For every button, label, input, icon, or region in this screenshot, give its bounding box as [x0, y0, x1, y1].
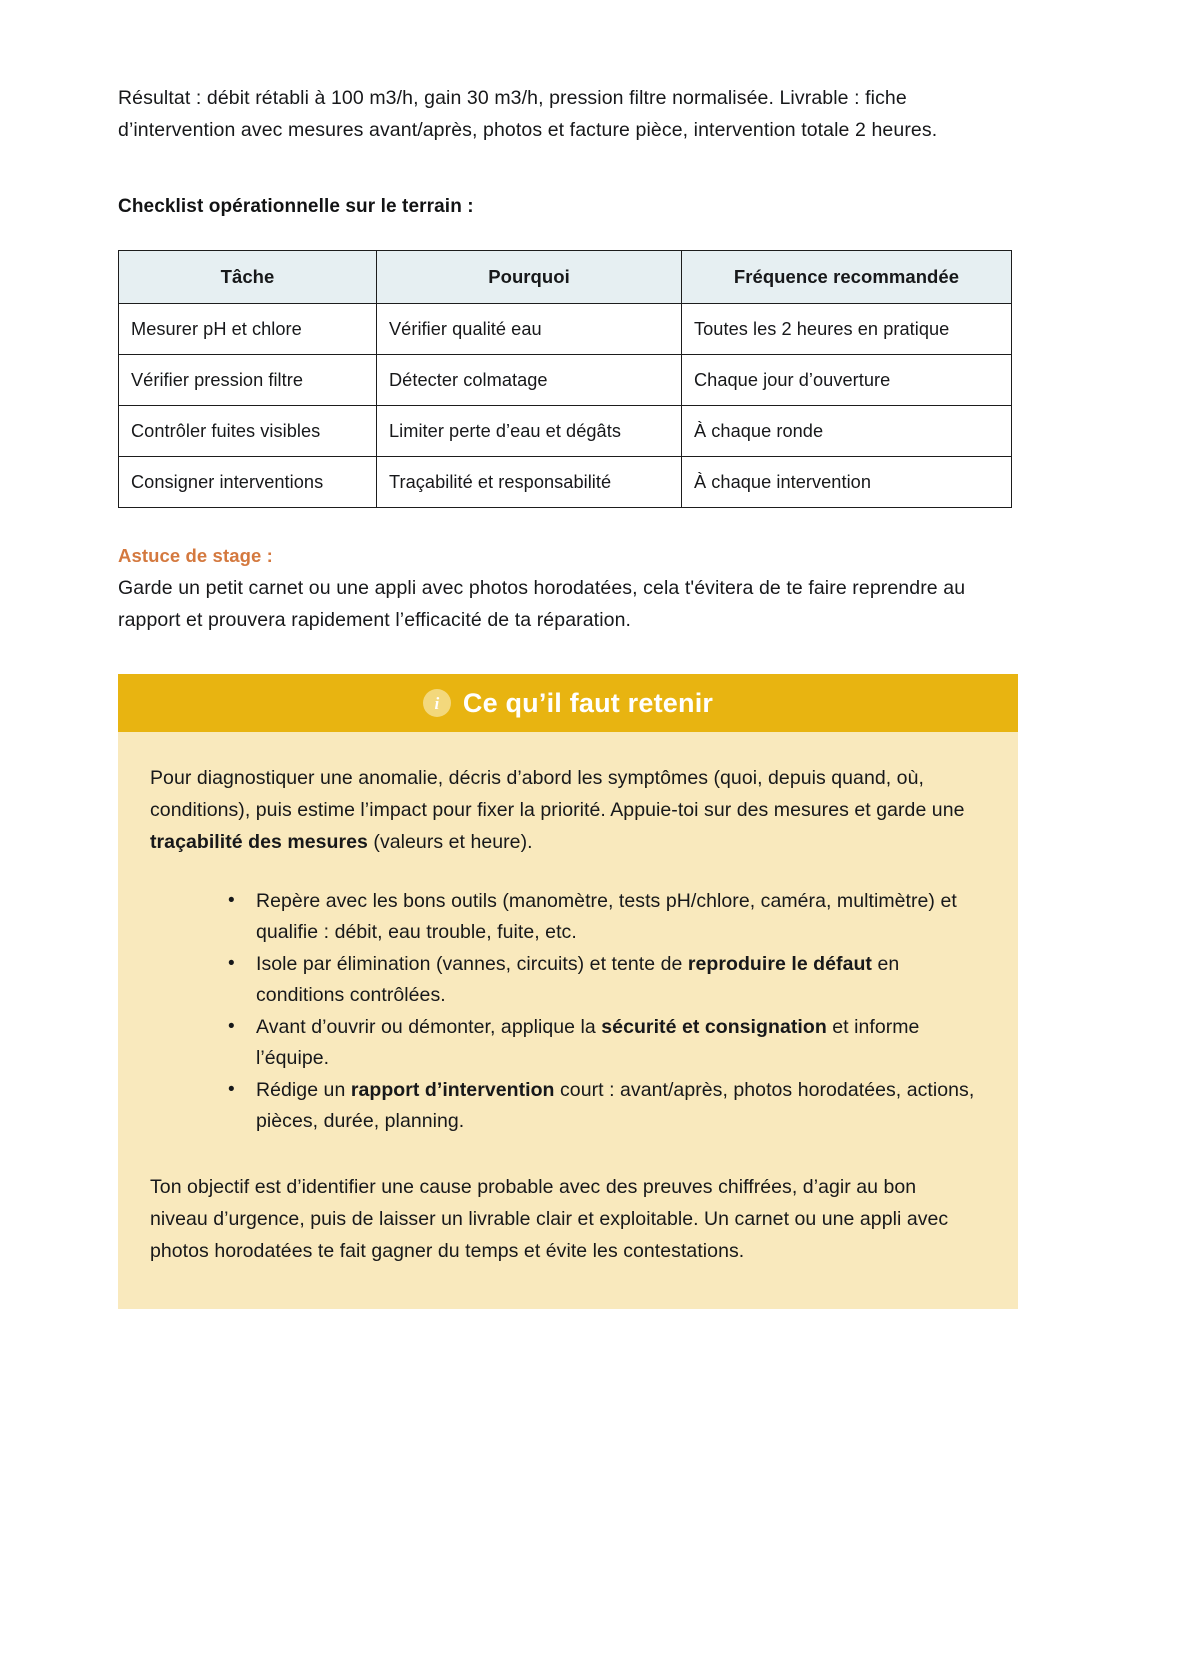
cell-pourquoi: Traçabilité et responsabilité — [377, 457, 682, 508]
cell-frequence: À chaque intervention — [682, 457, 1012, 508]
callout-body — [118, 732, 1018, 1309]
callout-closing-paragraph: Ton objectif est d’identifier une cause probable avec des preuves chiffrées, d’agir au bon niveau d’urgence, puis de laisser un livrable clair et exploitable. Un carnet ou une appli avec photos horodatées te fait gagner du temps et évite les contestations. — [150, 1176, 949, 1262]
column-header-frequence: Fréquence recommandée — [682, 251, 1012, 304]
table-row — [119, 406, 1012, 457]
cell-pourquoi: Limiter perte d’eau et dégâts — [377, 406, 682, 457]
cell-tache: Mesurer pH et chlore — [119, 304, 377, 355]
list-item — [256, 949, 976, 1011]
callout-intro-bold: traçabilité des mesures — [150, 831, 368, 853]
table-row — [119, 355, 1012, 406]
table-row — [119, 457, 1012, 508]
cell-tache: Vérifier pression filtre — [119, 355, 377, 406]
cell-frequence: Chaque jour d’ouverture — [682, 355, 1012, 406]
tip-text: Garde un petit carnet ou une appli avec photos horodatées, cela t'évitera de te faire reprendre au rapport et prouvera rapidement l’efficacité de ta réparation. — [118, 577, 966, 631]
cell-tache: Consigner interventions — [119, 457, 377, 508]
list-item — [256, 1075, 976, 1137]
cell-tache: Contrôler fuites visibles — [119, 406, 377, 457]
checklist-heading: Checklist opérationnelle sur le terrain : — [118, 196, 474, 217]
tip-label: Astuce de stage : — [118, 545, 273, 566]
callout-bullet-list — [150, 886, 976, 1137]
column-header-pourquoi: Pourquoi — [377, 251, 682, 304]
list-item-a: Repère avec les bons outils (manomètre, tests pH/chlore, caméra, multimètre) et qualifie : débit, eau trouble, fuite, etc. — [256, 890, 957, 943]
callout-header — [118, 674, 1018, 732]
list-item-a: Rédige un — [256, 1079, 351, 1101]
callout-intro-paragraph — [150, 762, 976, 858]
list-item — [256, 1012, 976, 1074]
table-row — [119, 304, 1012, 355]
list-item-a: Avant d’ouvrir ou démonter, applique la — [256, 1016, 602, 1038]
cell-frequence: À chaque ronde — [682, 406, 1012, 457]
list-item-b: en conditions contrôlées. — [256, 953, 900, 1006]
column-header-tache: Tâche — [119, 251, 377, 304]
list-item-b: court : avant/après, photos horodatées, actions, pièces, durée, planning. — [256, 1079, 975, 1132]
callout-intro-a: Pour diagnostiquer une anomalie, décris d’abord les symptômes (quoi, depuis quand, où, conditions), puis estime l’impact pour fixer la priorité. Appuie-toi sur des mesures et garde une — [150, 767, 965, 821]
callout-title: Ce qu’il faut retenir — [462, 687, 714, 718]
list-item — [256, 886, 976, 948]
cell-frequence: Toutes les 2 heures en pratique — [682, 304, 1012, 355]
list-item-bold: sécurité et consignation — [601, 1016, 827, 1038]
list-item-bold: reproduire le défaut — [687, 953, 872, 975]
table-header-row — [119, 251, 1012, 304]
checklist-table — [118, 250, 1012, 508]
callout-intro-b: (valeurs et heure). — [367, 831, 533, 853]
key-takeaway-callout — [118, 674, 1018, 1309]
cell-pourquoi: Détecter colmatage — [377, 355, 682, 406]
cell-pourquoi: Vérifier qualité eau — [377, 304, 682, 355]
intro-paragraph: Résultat : débit rétabli à 100 m3/h, gain 30 m3/h, pression filtre normalisée. Livrable : fiche d’intervention avec mesures avant/après, photos et facture pièce, intervention totale 2 heures. — [118, 87, 938, 141]
list-item-bold: rapport d’intervention — [350, 1079, 555, 1101]
list-item-b: et informe l’équipe. — [256, 1016, 920, 1069]
list-item-a: Isole par élimination (vannes, circuits) et tente de — [256, 953, 688, 975]
info-icon: i — [423, 689, 451, 717]
